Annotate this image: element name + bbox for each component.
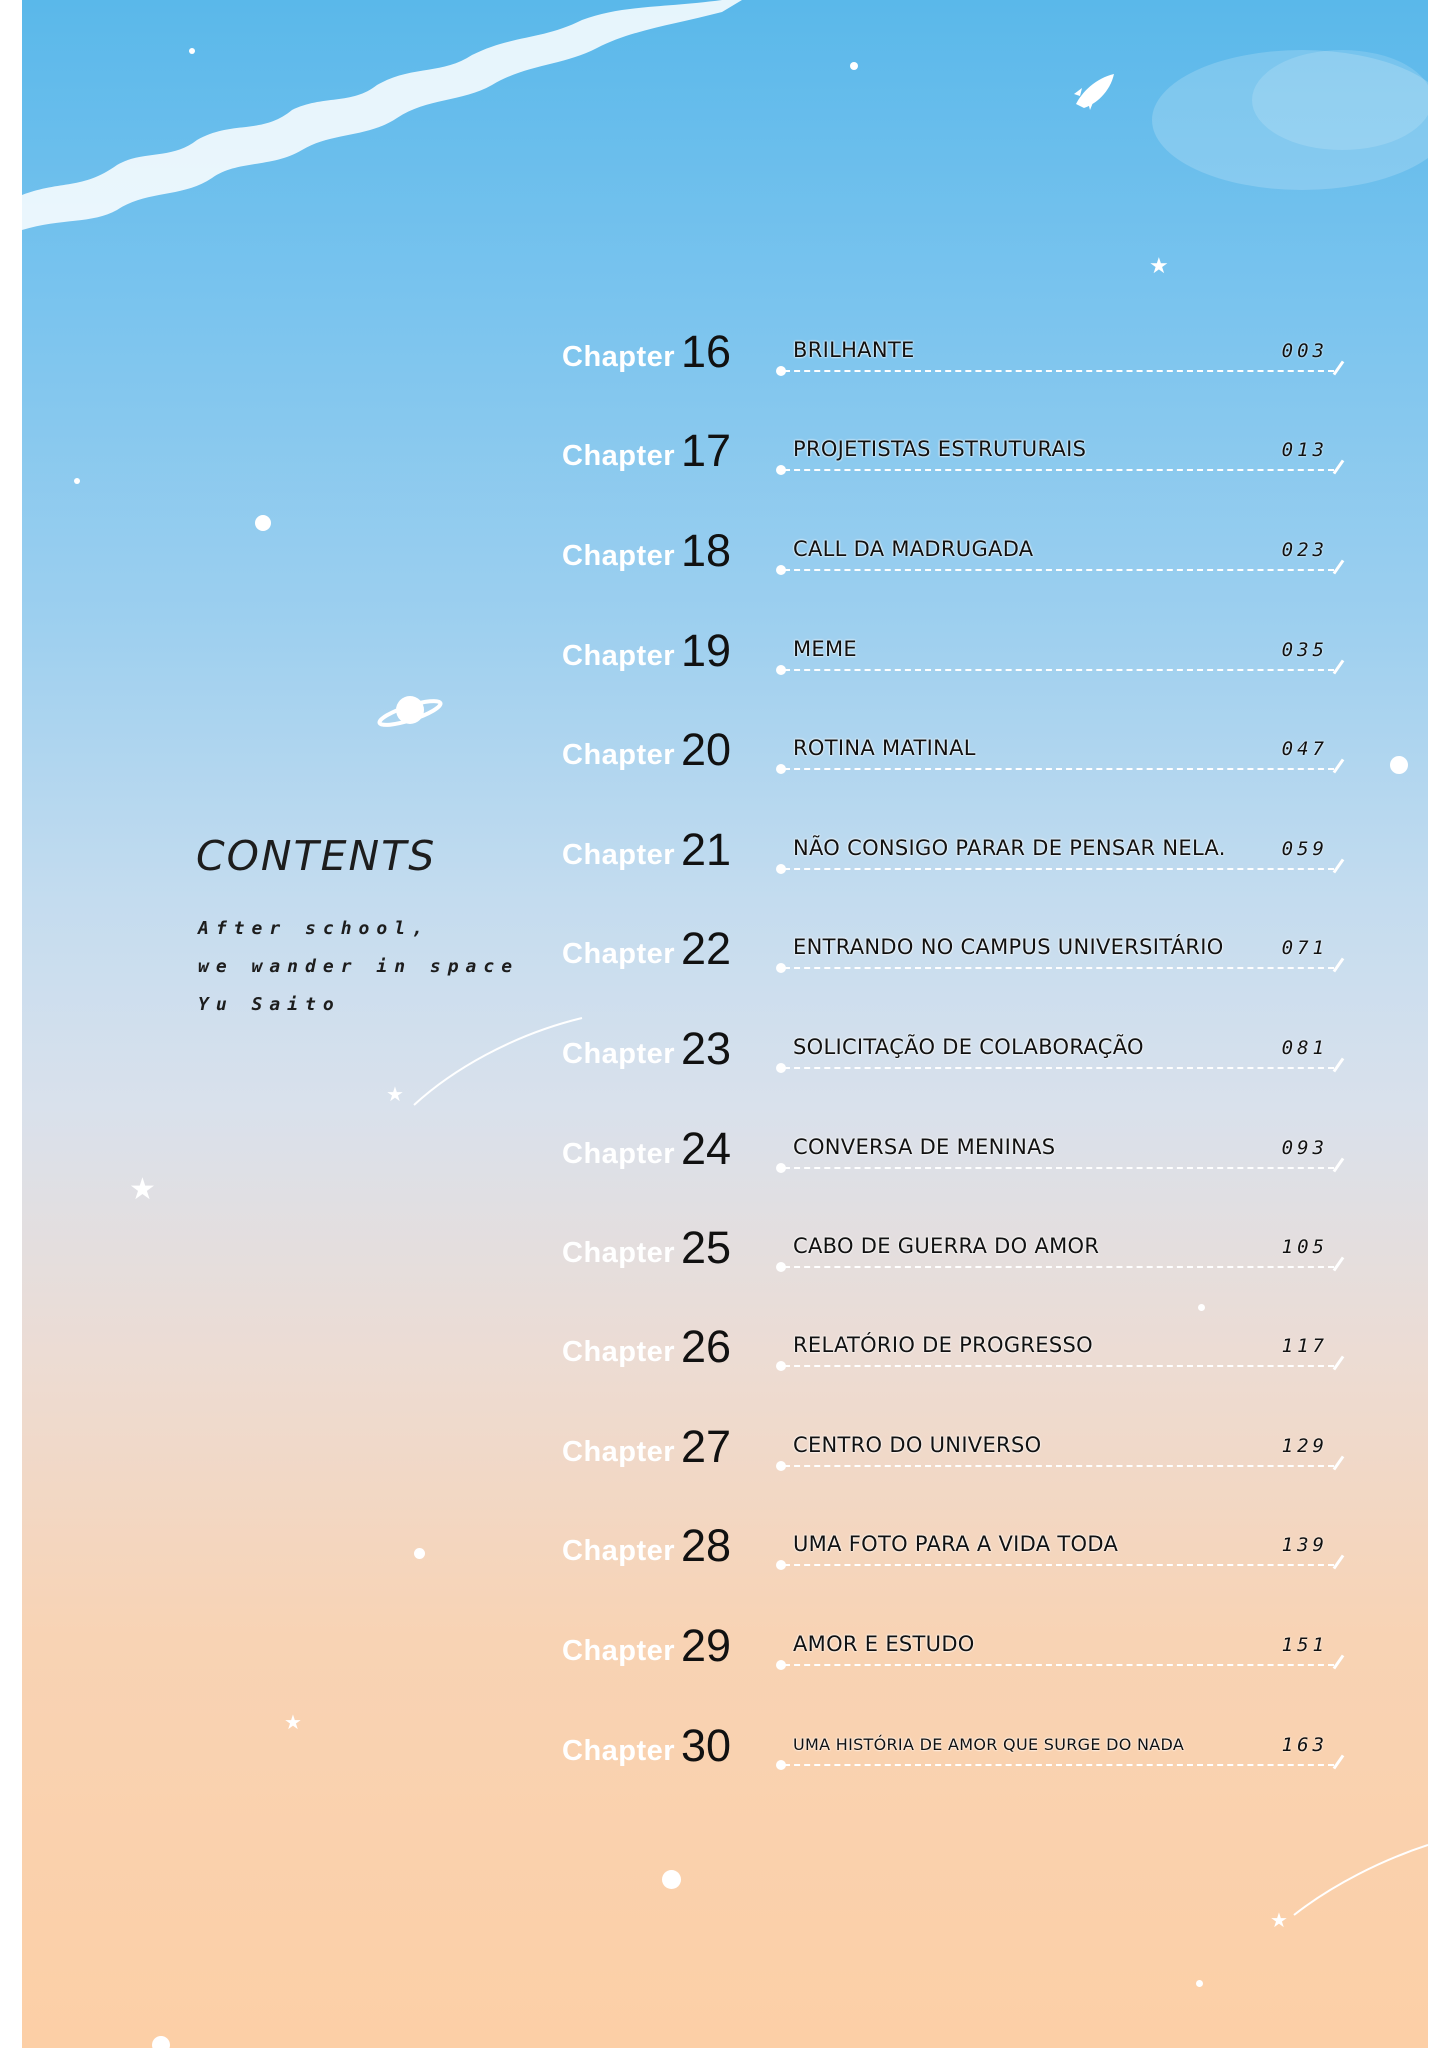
dashed-leader (784, 669, 1334, 671)
dashed-leader (784, 1465, 1334, 1467)
star-icon: ★ (284, 1710, 302, 1734)
chapter-row[interactable] (562, 820, 1342, 880)
chapter-page: 129 (1281, 1435, 1328, 1457)
star-icon: ★ (1270, 1908, 1288, 1932)
table-of-contents (22, 0, 1428, 2048)
chapter-title: NÃO CONSIGO PARAR DE PENSAR NELA. (793, 836, 1226, 860)
chapter-number: 29 (681, 1620, 732, 1671)
leader-tick (1333, 859, 1345, 874)
dashed-leader (784, 967, 1334, 969)
leader-dot (776, 366, 786, 376)
leader-tick (1333, 1158, 1345, 1173)
star-icon: ★ (129, 1172, 156, 1207)
leader-tick (1333, 759, 1345, 774)
leader-tick (1333, 1356, 1345, 1371)
dashed-leader (784, 1167, 1334, 1169)
chapter-title: CENTRO DO UNIVERSO (793, 1433, 1042, 1457)
chapter-number: 30 (681, 1720, 732, 1771)
chapter-label: Chapter (562, 1336, 676, 1368)
chapter-label: Chapter (562, 440, 676, 472)
chapter-label: Chapter (562, 640, 676, 672)
chapter-title: CALL DA MADRUGADA (793, 537, 1034, 561)
leader-tick (1333, 1058, 1345, 1073)
chapter-label: Chapter (562, 1436, 676, 1468)
dashed-leader (784, 868, 1334, 870)
chapter-page: 071 (1281, 937, 1328, 959)
chapter-number: 21 (681, 824, 732, 875)
chapter-number: 27 (681, 1421, 732, 1472)
chapter-title: SOLICITAÇÃO DE COLABORAÇÃO (793, 1035, 1144, 1059)
leader-dot (776, 1760, 786, 1770)
leader-dot (776, 1063, 786, 1073)
chapter-page: 081 (1281, 1037, 1328, 1059)
chapter-title: RELATÓRIO DE PROGRESSO (793, 1333, 1093, 1357)
leader-dot (776, 1361, 786, 1371)
chapter-page: 047 (1281, 738, 1328, 760)
dashed-leader (784, 1365, 1334, 1367)
chapter-page: 139 (1281, 1534, 1328, 1556)
dashed-leader (784, 768, 1334, 770)
subtitle-line: After school, (198, 918, 430, 939)
chapter-label: Chapter (562, 839, 676, 871)
chapter-page: 105 (1281, 1236, 1328, 1258)
chapter-row[interactable] (562, 1019, 1342, 1079)
chapter-row[interactable] (562, 1218, 1342, 1278)
chapter-page: 023 (1281, 539, 1328, 561)
dashed-leader (784, 1266, 1334, 1268)
author-name: Yu Saito (198, 994, 341, 1015)
dashed-leader (784, 1564, 1334, 1566)
leader-tick (1333, 460, 1345, 475)
chapter-label: Chapter (562, 1138, 676, 1170)
chapter-title: BRILHANTE (793, 338, 915, 362)
leader-tick (1333, 958, 1345, 973)
leader-tick (1333, 1755, 1345, 1770)
chapter-row[interactable] (562, 421, 1342, 481)
chapter-number: 16 (681, 326, 732, 377)
chapter-title: CABO DE GUERRA DO AMOR (793, 1234, 1100, 1258)
chapter-title: ENTRANDO NO CAMPUS UNIVERSITÁRIO (793, 935, 1224, 959)
chapter-number: 20 (681, 724, 732, 775)
chapter-row[interactable] (562, 1317, 1342, 1377)
leader-dot (776, 465, 786, 475)
leader-tick (1333, 1257, 1345, 1272)
dashed-leader (784, 1067, 1334, 1069)
chapter-title: UMA HISTÓRIA DE AMOR QUE SURGE DO NADA (793, 1735, 1185, 1754)
chapter-number: 28 (681, 1520, 732, 1571)
chapter-number: 18 (681, 525, 732, 576)
chapter-row[interactable] (562, 919, 1342, 979)
dashed-leader (784, 370, 1334, 372)
star-icon: ★ (1149, 254, 1169, 279)
chapter-row[interactable] (562, 521, 1342, 581)
chapter-page: 151 (1281, 1634, 1328, 1656)
chapter-title: MEME (793, 637, 857, 661)
chapter-row[interactable] (562, 322, 1342, 382)
chapter-page: 093 (1281, 1137, 1328, 1159)
chapter-row[interactable] (562, 720, 1342, 780)
leader-dot (776, 1262, 786, 1272)
chapter-title: PROJETISTAS ESTRUTURAIS (793, 437, 1087, 461)
dashed-leader (784, 569, 1334, 571)
chapter-label: Chapter (562, 1038, 676, 1070)
leader-dot (776, 565, 786, 575)
dashed-leader (784, 1764, 1334, 1766)
chapter-row[interactable] (562, 1716, 1342, 1776)
chapter-label: Chapter (562, 938, 676, 970)
leader-dot (776, 1163, 786, 1173)
chapter-number: 24 (681, 1123, 732, 1174)
chapter-number: 22 (681, 923, 732, 974)
chapter-page: 117 (1281, 1335, 1328, 1357)
chapter-label: Chapter (562, 540, 676, 572)
leader-dot (776, 764, 786, 774)
leader-dot (776, 1660, 786, 1670)
chapter-number: 19 (681, 625, 732, 676)
leader-tick (1333, 660, 1345, 675)
chapter-row[interactable] (562, 621, 1342, 681)
leader-dot (776, 1560, 786, 1570)
chapter-number: 26 (681, 1321, 732, 1372)
leader-tick (1333, 1555, 1345, 1570)
chapter-page: 003 (1281, 340, 1328, 362)
leader-tick (1333, 361, 1345, 376)
leader-tick (1333, 1655, 1345, 1670)
star-icon: ★ (386, 1082, 404, 1106)
leader-dot (776, 1461, 786, 1471)
chapter-number: 25 (681, 1222, 732, 1273)
leader-dot (776, 665, 786, 675)
chapter-label: Chapter (562, 1635, 676, 1667)
subtitle-line: we wander in space (198, 956, 520, 977)
chapter-title: UMA FOTO PARA A VIDA TODA (793, 1532, 1119, 1556)
chapter-number: 23 (681, 1023, 732, 1074)
chapter-row[interactable] (562, 1119, 1342, 1179)
dashed-leader (784, 1664, 1334, 1666)
leader-tick (1333, 1456, 1345, 1471)
chapter-page: 163 (1281, 1734, 1328, 1756)
chapter-row[interactable] (562, 1417, 1342, 1477)
leader-tick (1333, 560, 1345, 575)
chapter-row[interactable] (562, 1516, 1342, 1576)
leader-dot (776, 864, 786, 874)
dashed-leader (784, 469, 1334, 471)
chapter-label: Chapter (562, 1237, 676, 1269)
contents-title: CONTENTS (196, 832, 437, 880)
chapter-label: Chapter (562, 1735, 676, 1767)
chapter-page: 013 (1281, 439, 1328, 461)
chapter-label: Chapter (562, 1535, 676, 1567)
chapter-row[interactable] (562, 1616, 1342, 1676)
chapter-title: AMOR E ESTUDO (793, 1632, 975, 1656)
chapter-label: Chapter (562, 341, 676, 373)
chapter-title: CONVERSA DE MENINAS (793, 1135, 1056, 1159)
chapter-number: 17 (681, 425, 732, 476)
contents-page (22, 0, 1428, 2048)
chapter-page: 035 (1281, 639, 1328, 661)
chapter-label: Chapter (562, 739, 676, 771)
leader-dot (776, 963, 786, 973)
chapter-page: 059 (1281, 838, 1328, 860)
chapter-title: ROTINA MATINAL (793, 736, 976, 760)
